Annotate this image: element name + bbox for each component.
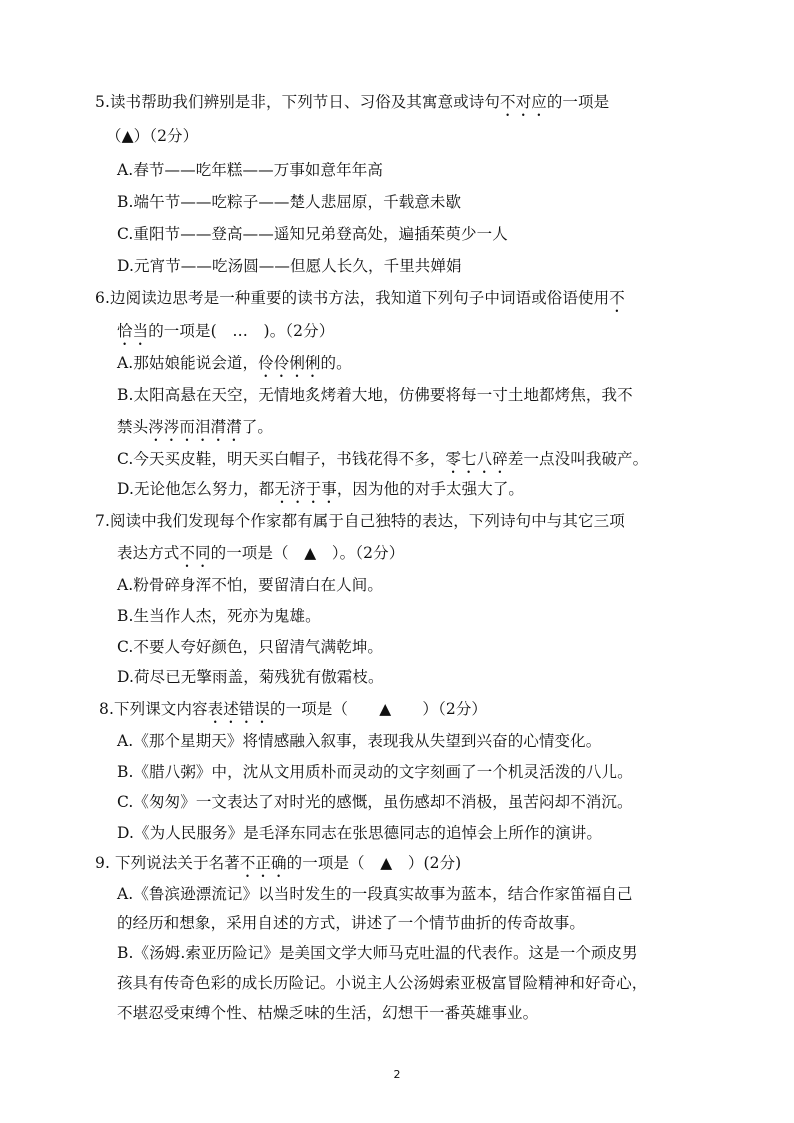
q6-stem-emphasis-2: 恰当 [117,322,149,340]
q5-stem-text-end: 的一项是 [546,93,610,111]
q5-stem-emphasis: 不对应 [500,93,547,111]
q8-stem-emphasis: 表述错误 [207,700,270,718]
q6-stem [95,287,625,316]
q8-option-c: C.《匆匆》一文表达了对时光的感慨，虽伤感却不消极，虽苦闷却不消沉。 [117,793,633,811]
q7-stem-text: 表达方式 [117,544,180,562]
q9-option-b-line1: B.《汤姆.索亚历险记》是美国文学大师马克吐温的代表作。这是一个顽皮男 [117,944,638,962]
q7-stem-line1: 7.阅读中我们发现每个作家都有属于自己独特的表达，下列诗句中与其它三项 [95,512,625,530]
q8-option-b: B.《腊八粥》中，沈从文用质朴而灵动的文字刻画了一个机灵活泼的八儿。 [117,763,633,781]
q6-option-b-line2 [117,416,273,445]
q9-option-a-line1: A.《鲁滨逊漂流记》以当时发生的一段真实故事为蓝本，结合作家笛福自己 [117,885,633,903]
q7-option-a: A.粉骨碎身浑不怕，要留清白在人间。 [117,576,383,594]
q6-option-b-emphasis: 涔涔而泪潸潸 [148,418,242,436]
q6-option-c-text: C.今天买皮鞋，明天买白帽子，书钱花得不多， [117,450,446,468]
q6-option-a-emphasis: 伶伶俐俐 [258,354,321,372]
q9-stem-text: 9. 下列说法关于名著 [95,854,240,872]
q5-option-d: D.元宵节——吃汤圆——但愿人长久，千里共婵娟 [117,257,462,275]
q6-option-c-emphasis: 零七八碎 [445,450,508,468]
q7-option-b: B.生当作人杰，死亦为鬼雄。 [117,607,321,625]
q5-option-c: C.重阳节——登高——遥知兄弟登高处，遍插茱萸少一人 [117,225,508,243]
q6-option-b-line1: B.太阳高悬在天空，无情地炙烤着大地，仿佛要将每一寸土地都烤焦，我不 [117,386,633,404]
q6-option-c-text-end: 差一点没叫我破产。 [507,450,649,468]
q7-stem-text-end: 的一项是（ ▲ ）。（2分） [210,544,405,562]
q8-stem [99,698,487,727]
q6-stem-text-end: 的一项是( … )。（2分） [148,322,335,340]
q8-option-a: A.《那个星期天》将情感融入叙事，表现我从失望到兴奋的心情变化。 [117,732,602,750]
q6-option-d-text: D.无论他怎么努力，都 [117,480,275,498]
q9-option-b-line3: 不堪忍受束缚个性、枯燥乏味的生活，幻想干一番英雄事业。 [117,1004,539,1022]
q6-option-a-text-end: 的。 [320,354,352,372]
q6-option-d [117,478,524,507]
q5-option-b: B.端午节——吃粽子——楚人悲屈原，千载意未歇 [117,193,462,211]
q9-stem-emphasis: 不正确 [239,854,287,872]
q8-stem-text: 8.下列课文内容 [99,700,208,718]
q7-option-d: D.荷尽已无擎雨盖，菊残犹有傲霜枝。 [117,668,384,686]
q9-stem-text-end: 的一项是（ ▲ ）(2分) [286,854,462,872]
q6-option-d-emphasis: 无济于事 [274,480,337,498]
q6-stem-line2 [117,320,334,349]
page-number: 2 [393,1068,401,1081]
q8-option-d: D.《为人民服务》是毛泽东同志在张思德同志的追悼会上所作的演讲。 [117,824,603,842]
q6-option-b-text-end: 了。 [241,418,274,436]
q6-option-c [117,448,648,477]
q6-stem-emphasis: 不 [609,289,625,307]
q5-answer-blank: （▲）（2分） [106,127,199,145]
q5-option-a: A.春节——吃年糕——万事如意年年高 [117,161,383,179]
q6-stem-text: 6.边阅读边思考是一种重要的读书方法，我知道下列句子中词语或俗语使用 [95,289,610,307]
q9-stem [95,852,461,881]
q5-stem [95,91,609,120]
q6-option-d-text-end: ，因为他的对手太强大了。 [336,480,525,498]
q7-stem-line2 [117,542,404,571]
q7-stem-emphasis: 不同 [179,544,211,562]
q5-stem-text: 5.读书帮助我们辨别是非，下列节日、习俗及其寓意或诗句 [95,93,500,111]
q9-option-a-line2: 的经历和想象，采用自述的方式，讲述了一个情节曲折的传奇故事。 [117,914,586,932]
q7-option-c: C.不要人夸好颜色，只留清气满乾坤。 [117,638,384,656]
q8-stem-text-end: 的一项是（ ▲ ）（2分） [270,700,488,718]
q6-option-a [117,352,352,381]
q9-option-b-line2: 孩具有传奇色彩的成长历险记。小说主人公汤姆索亚极富冒险精神和好奇心， [117,974,648,992]
q6-option-a-text: A.那姑娘能说会道， [117,354,259,372]
q6-option-b-text: 禁头 [117,418,149,436]
